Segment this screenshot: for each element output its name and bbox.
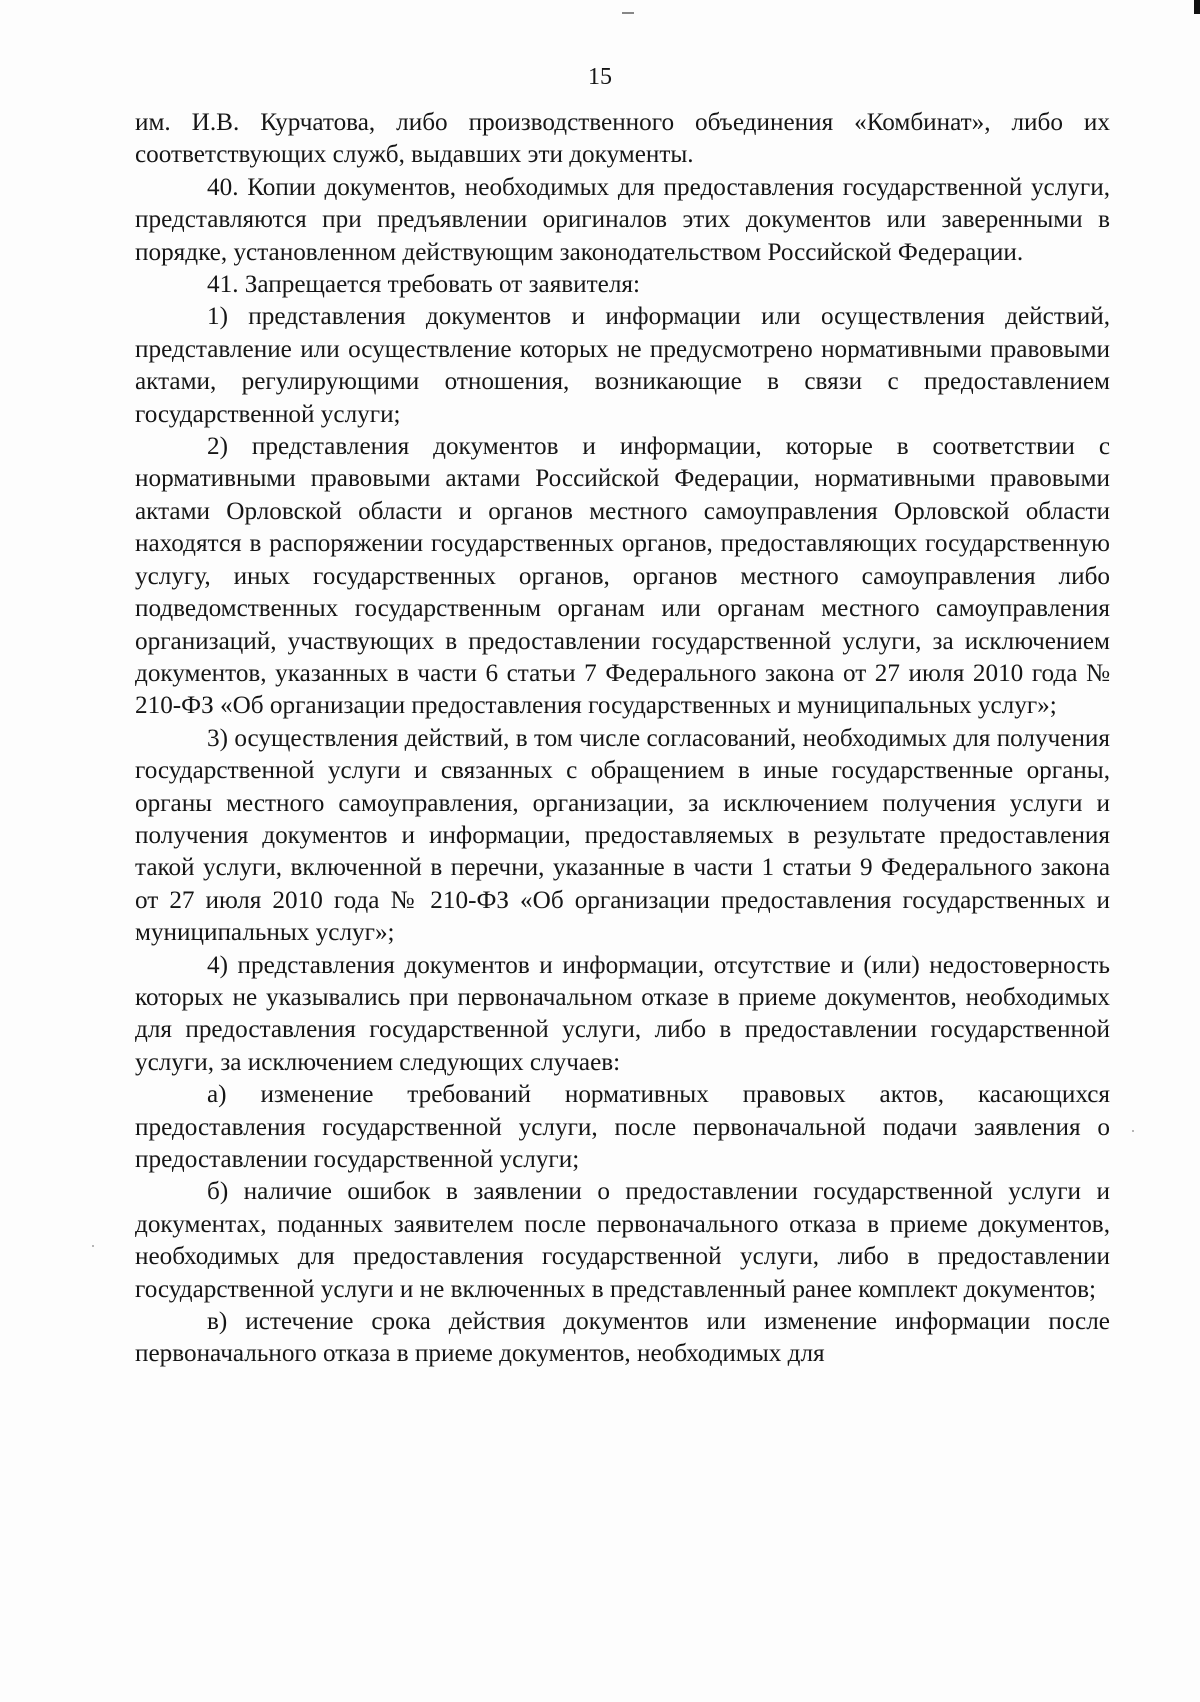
scan-artifact-corner — [1194, 0, 1200, 14]
paragraph: 1) представления документов и информации или осуществления действий, представление или осуществление которых не предусмотрено нормативными правовыми актами, регулирующими отношения, возникающие в связи с предоставлением государственной услуги; — [135, 303, 1110, 428]
scan-artifact-dot — [92, 1245, 94, 1247]
scan-artifact — [622, 12, 634, 14]
paragraph: в) истечение срока действия документов или изменение информации после первоначального отказа в приеме документов, необходимых для — [135, 1308, 1110, 1368]
paragraph: 40. Копии документов, необходимых для предоставления государственной услуги, представляются при предъявлении оригиналов этих документов или заверенными в порядке, установленном действующим законодательством Российской Федерации. — [135, 173, 1110, 266]
paragraph: 41. Запрещается требовать от заявителя: — [207, 271, 640, 299]
paragraph: б) наличие ошибок в заявлении о предоставлении государственной услуги и документах, поданных заявителем после первоначального отказа в приеме документов, необходимых для предоставления государственной услуги, либо в предоставлении государственной услуги и не включенных в представленный ранее комплект документов; — [135, 1178, 1110, 1303]
paragraph: 4) представления документов и информации, отсутствие и (или) недостоверность которых не указывались при первоначальном отказе в приеме документов, необходимых для предоставления государственной услуги, либо в предоставлении государственной услуги, за исключением следующих случаев: — [135, 951, 1110, 1076]
page-number: 15 — [588, 64, 612, 90]
document-body — [135, 107, 1110, 1371]
scan-artifact-dot — [1132, 1130, 1134, 1132]
paragraph: 2) представления документов и информации, которые в соответствии с нормативными правовыми актами Российской Федерации, нормативными правовыми актами Орловской области и органов местного самоуправления Орловской области находятся в распоряжении государственных органов, предоставляющих государственную услугу, иных государственных органов, органов местного самоуправления либо подведомственных государственным органам или органам местного самоуправления организаций, участвующих в предоставлении государственной услуги, за исключением документов, указанных в части 6 статьи 7 Федерального закона от 27 июля 2010 года № 210-ФЗ «Об организации предоставления государственных и муниципальных услуг»; — [135, 433, 1110, 720]
paragraph: 3) осуществления действий, в том числе согласований, необходимых для получения государственной услуги и связанных с обращением в иные государственные органы, органы местного самоуправления, организации, за исключением получения услуги и получения документов и информации, предоставляемых в результате предоставления такой услуги, включенной в перечни, указанные в части 1 статьи 9 Федерального закона от 27 июля 2010 года № 210-ФЗ «Об организации предоставления государственных и муниципальных услуг»; — [135, 724, 1110, 947]
paragraph: а) изменение требований нормативных правовых актов, касающихся предоставления государственной услуги, после первоначальной подачи заявления о предоставлении государственной услуги; — [135, 1081, 1110, 1173]
paragraph: им. И.В. Курчатова, либо производственного объединения «Комбинат», либо их соответствующих служб, выдавших эти документы. — [135, 109, 1110, 169]
